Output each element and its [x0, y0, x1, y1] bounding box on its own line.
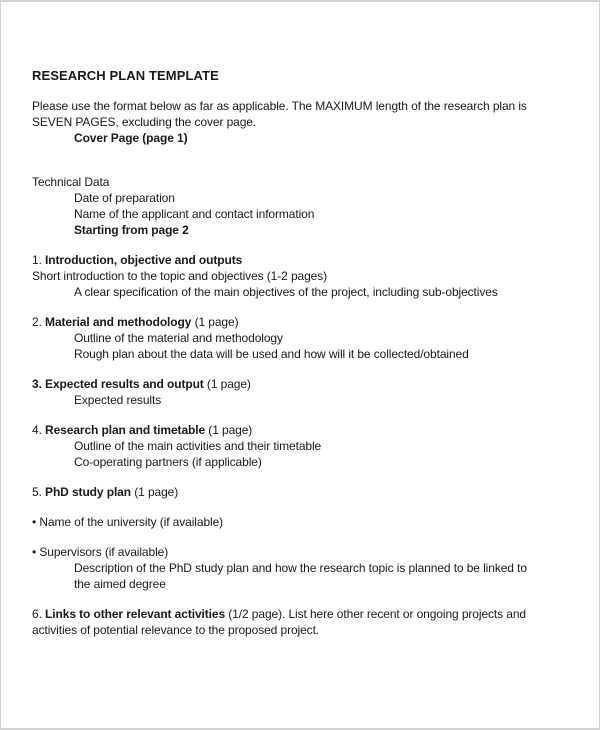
text-segment: Co-operating partners (if applicable) [74, 455, 262, 469]
text-segment: • Name of the university (if available) [32, 515, 224, 529]
text-segment: Outline of the main activities and their timetable [74, 439, 322, 453]
doc-line [32, 622, 591, 638]
doc-line [32, 314, 591, 330]
text-segment: • Supervisors (if available) [32, 545, 169, 559]
text-segment: Outline of the material and methodology [74, 331, 283, 345]
doc-line [32, 560, 591, 576]
blank-line [32, 500, 591, 514]
text-segment: Introduction, objective and outputs [45, 253, 243, 267]
blank-line [32, 530, 591, 544]
doc-line [32, 114, 591, 130]
text-segment: Starting from page 2 [74, 223, 189, 237]
text-segment: PhD study plan [45, 485, 131, 499]
doc-line [32, 606, 591, 622]
text-segment: activities of potential relevance to the proposed project. [32, 623, 320, 637]
text-segment: 2. [32, 315, 46, 329]
blank-line [32, 238, 591, 252]
text-segment: (1 page) [191, 315, 239, 329]
doc-line [32, 130, 591, 146]
text-segment: Rough plan about the data will be used and how will it be collected/obtained [74, 347, 469, 361]
doc-line [32, 98, 591, 114]
blank-line [32, 84, 591, 98]
doc-line [32, 454, 591, 470]
doc-line [32, 392, 591, 408]
blank-line [32, 408, 591, 422]
doc-line [32, 174, 591, 190]
doc-line [32, 514, 591, 530]
blank-line [32, 146, 591, 160]
text-segment: Expected results [74, 393, 162, 407]
doc-line [32, 252, 591, 268]
text-segment: Name of the applicant and contact information [74, 207, 315, 221]
text-segment: Cover Page (page 1) [74, 131, 188, 145]
doc-line [32, 206, 591, 222]
text-segment: 4. [32, 423, 46, 437]
doc-line [32, 376, 591, 392]
blank-line [32, 160, 591, 174]
doc-line [32, 268, 591, 284]
text-segment: Material and methodology [45, 315, 192, 329]
text-segment: A clear specification of the main objectives of the project, including sub-objectives [74, 285, 498, 299]
blank-line [32, 592, 591, 606]
doc-line [32, 422, 591, 438]
doc-line [32, 190, 591, 206]
doc-line [32, 544, 591, 560]
text-segment: Technical Data [32, 175, 110, 189]
doc-line [32, 346, 591, 362]
page-title [32, 68, 591, 84]
doc-line [32, 484, 591, 500]
text-segment: 6. [32, 607, 46, 621]
text-segment: SEVEN PAGES, excluding the cover page. [32, 115, 257, 129]
doc-line [32, 330, 591, 346]
text-segment: Research plan and timetable [45, 423, 206, 437]
text-segment: 3. Expected results and output [32, 377, 204, 391]
blank-line [32, 300, 591, 314]
text-segment: Description of the PhD study plan and how the research topic is planned to be linked to [74, 561, 527, 575]
doc-line [32, 438, 591, 454]
doc-line [32, 576, 591, 592]
text-segment: Please use the format below as far as applicable. The MAXIMUM length of the research plan is [32, 99, 527, 113]
text-segment: (1/2 page). List here other recent or ongoing projects and [225, 607, 527, 621]
blank-line [32, 362, 591, 376]
text-segment: (1 page) [131, 485, 179, 499]
text-segment: RESEARCH PLAN TEMPLATE [32, 68, 219, 83]
text-segment: Short introduction to the topic and objectives (1-2 pages) [32, 269, 328, 283]
doc-line [32, 222, 591, 238]
text-segment: (1 page) [205, 423, 253, 437]
text-segment: Links to other relevant activities [45, 607, 226, 621]
text-segment: Date of preparation [74, 191, 175, 205]
text-segment: 1. [32, 253, 46, 267]
document-content [1, 2, 599, 638]
text-segment: the aimed degree [74, 577, 166, 591]
doc-line [32, 284, 591, 300]
blank-line [32, 470, 591, 484]
text-segment: (1 page) [203, 377, 251, 391]
text-segment: 5. [32, 485, 46, 499]
